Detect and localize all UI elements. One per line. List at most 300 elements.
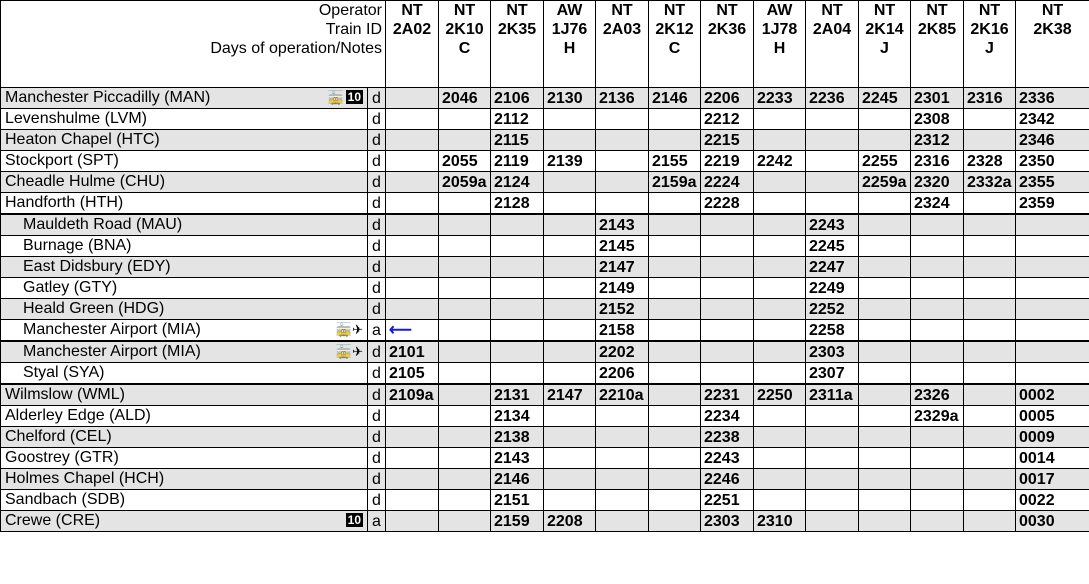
time-cell: 2342 <box>1016 109 1089 130</box>
time-cell <box>754 427 806 448</box>
time-cell <box>544 341 596 363</box>
time-cell <box>1016 214 1089 236</box>
station-name: Heaton Chapel (HTC) <box>5 131 160 148</box>
time-cell <box>1016 363 1089 385</box>
interchange-10-icon: 10 <box>347 90 361 104</box>
station-name: East Didsbury (EDY) <box>23 258 171 275</box>
timetable-row <box>1 490 1089 511</box>
arrive-depart-indicator: d <box>368 278 386 299</box>
time-cell: 2249 <box>806 278 859 299</box>
time-cell <box>859 363 911 385</box>
time-cell <box>964 214 1016 236</box>
time-cell: 2146 <box>491 469 544 490</box>
time-cell: 2159 <box>491 511 544 532</box>
time-cell <box>649 384 701 406</box>
station-cell <box>1 363 368 385</box>
time-cell <box>649 511 701 532</box>
time-cell <box>649 341 701 363</box>
time-cell: 2236 <box>806 88 859 109</box>
train-train-id: 2K38 <box>1033 21 1072 38</box>
station-name: Manchester Piccadilly (MAN) <box>5 89 211 106</box>
time-cell <box>859 406 911 427</box>
time-cell <box>754 236 806 257</box>
time-cell <box>649 236 701 257</box>
time-cell: 2155 <box>649 151 701 172</box>
station-facilities <box>336 320 363 339</box>
arrive-depart-indicator: d <box>368 490 386 511</box>
train-operator: NT <box>716 2 738 19</box>
station-name: Manchester Airport (MIA) <box>23 321 201 338</box>
time-cell: 2259a <box>859 172 911 193</box>
time-cell <box>649 427 701 448</box>
station-cell <box>1 406 368 427</box>
time-cell <box>911 427 964 448</box>
time-cell: 2152 <box>596 299 649 320</box>
timetable-row <box>1 236 1089 257</box>
time-cell: 0030 <box>1016 511 1089 532</box>
time-cell <box>859 193 911 215</box>
station-cell <box>1 214 368 236</box>
timetable-row <box>1 511 1089 532</box>
train-column-header <box>964 1 1016 88</box>
time-cell <box>649 193 701 215</box>
train-operator: NT <box>1041 2 1064 19</box>
time-cell <box>544 109 596 130</box>
station-name: Alderley Edge (ALD) <box>5 407 151 424</box>
time-cell <box>649 299 701 320</box>
time-cell <box>386 448 439 469</box>
train-note <box>599 39 645 58</box>
train-column-header <box>386 1 439 88</box>
days-notes-label: Days of operation/Notes <box>210 40 382 57</box>
time-cell <box>911 469 964 490</box>
time-cell: 2243 <box>806 214 859 236</box>
time-cell <box>649 130 701 151</box>
time-cell: 2147 <box>544 384 596 406</box>
time-cell: 2255 <box>859 151 911 172</box>
time-cell <box>386 299 439 320</box>
time-cell <box>964 130 1016 151</box>
time-cell: 2328 <box>964 151 1016 172</box>
time-cell <box>964 406 1016 427</box>
arrive-depart-indicator: d <box>368 193 386 215</box>
time-cell <box>386 130 439 151</box>
time-cell: 2143 <box>596 214 649 236</box>
timetable-body <box>1 88 1089 532</box>
time-cell: 2055 <box>439 151 491 172</box>
time-cell <box>754 448 806 469</box>
time-cell <box>1016 341 1089 363</box>
time-cell: 2251 <box>701 490 754 511</box>
train-column-header <box>1016 1 1089 88</box>
time-cell <box>701 299 754 320</box>
timetable-row <box>1 299 1089 320</box>
time-cell <box>964 278 1016 299</box>
time-cell <box>386 193 439 215</box>
timetable-row <box>1 384 1089 406</box>
time-cell <box>544 406 596 427</box>
time-cell <box>911 448 964 469</box>
time-cell <box>754 299 806 320</box>
time-cell <box>491 278 544 299</box>
time-cell: 2303 <box>806 341 859 363</box>
time-cell <box>386 88 439 109</box>
arrive-depart-indicator: a <box>368 511 386 532</box>
time-cell <box>544 469 596 490</box>
operator-label: Operator <box>318 2 382 19</box>
time-cell <box>754 257 806 278</box>
timetable-row <box>1 278 1089 299</box>
time-cell: 2332a <box>964 172 1016 193</box>
time-cell <box>544 214 596 236</box>
timetable-row <box>1 341 1089 363</box>
time-cell: 2242 <box>754 151 806 172</box>
time-cell <box>439 257 491 278</box>
time-cell <box>649 448 701 469</box>
time-cell <box>859 341 911 363</box>
station-cell <box>1 278 368 299</box>
time-cell <box>439 363 491 385</box>
time-cell <box>649 320 701 342</box>
time-cell <box>439 109 491 130</box>
time-cell <box>859 214 911 236</box>
airport-plane-icon: ✈ <box>352 344 363 359</box>
train-operator: NT <box>978 2 1001 19</box>
time-cell <box>439 511 491 532</box>
train-column-header <box>911 1 964 88</box>
station-cell <box>1 341 368 363</box>
time-cell <box>754 214 806 236</box>
time-cell <box>491 299 544 320</box>
train-column-header <box>649 1 701 88</box>
train-note <box>914 39 960 58</box>
time-cell: 2320 <box>911 172 964 193</box>
time-cell <box>596 427 649 448</box>
train-note: H <box>563 40 576 57</box>
time-cell <box>859 384 911 406</box>
time-cell <box>544 320 596 342</box>
time-cell: 2115 <box>491 130 544 151</box>
station-cell <box>1 151 368 172</box>
time-cell: 2258 <box>806 320 859 342</box>
station-cell <box>1 193 368 215</box>
time-cell <box>859 448 911 469</box>
train-note: H <box>773 40 786 57</box>
time-cell <box>649 363 701 385</box>
station-cell <box>1 427 368 448</box>
time-cell <box>649 257 701 278</box>
time-cell: 2119 <box>491 151 544 172</box>
time-cell <box>806 130 859 151</box>
train-train-id: 1J78 <box>761 21 798 38</box>
time-cell: 2316 <box>964 88 1016 109</box>
time-cell <box>859 299 911 320</box>
time-cell <box>806 172 859 193</box>
arrive-depart-indicator: d <box>368 299 386 320</box>
station-name: Burnage (BNA) <box>23 237 132 254</box>
time-cell <box>596 130 649 151</box>
train-note: J <box>880 40 889 57</box>
station-cell <box>1 469 368 490</box>
train-train-id: 2K16 <box>970 21 1009 38</box>
time-cell: 2350 <box>1016 151 1089 172</box>
tram-icon: 🚋 <box>335 322 353 337</box>
time-cell <box>1016 278 1089 299</box>
train-operator: NT <box>873 2 896 19</box>
time-cell: 2231 <box>701 384 754 406</box>
tram-icon: 🚋 <box>327 90 344 105</box>
time-cell <box>596 448 649 469</box>
time-cell <box>806 448 859 469</box>
station-cell <box>1 490 368 511</box>
time-cell <box>386 320 439 342</box>
time-cell: 2245 <box>806 236 859 257</box>
train-note: J <box>985 40 994 57</box>
header-row <box>1 1 1089 88</box>
time-cell <box>911 214 964 236</box>
time-cell <box>386 490 439 511</box>
time-cell <box>544 448 596 469</box>
train-train-id: 2K10 <box>445 21 484 38</box>
time-cell <box>964 299 1016 320</box>
time-cell <box>964 109 1016 130</box>
train-train-id: 2A03 <box>602 21 642 38</box>
time-cell: 2206 <box>596 363 649 385</box>
time-cell: 2303 <box>701 511 754 532</box>
timetable-row <box>1 193 1089 215</box>
time-cell <box>386 236 439 257</box>
time-cell <box>596 193 649 215</box>
time-cell <box>649 214 701 236</box>
arrive-depart-indicator: d <box>368 363 386 385</box>
station-cell <box>1 109 368 130</box>
time-cell <box>544 427 596 448</box>
time-cell <box>701 363 754 385</box>
time-cell <box>491 320 544 342</box>
time-cell <box>859 278 911 299</box>
time-cell <box>701 214 754 236</box>
time-cell <box>911 257 964 278</box>
time-cell <box>1016 299 1089 320</box>
train-column-header <box>544 1 596 88</box>
time-cell <box>649 490 701 511</box>
time-cell <box>386 469 439 490</box>
station-cell <box>1 236 368 257</box>
time-cell <box>701 341 754 363</box>
station-name: Levenshulme (LVM) <box>5 110 147 127</box>
time-cell <box>596 109 649 130</box>
station-name: Gatley (GTY) <box>23 279 118 296</box>
time-cell: 2355 <box>1016 172 1089 193</box>
station-name: Crewe (CRE) <box>5 512 101 529</box>
train-operator: NT <box>926 2 948 19</box>
time-cell: 2316 <box>911 151 964 172</box>
station-name: Manchester Airport (MIA) <box>23 343 201 360</box>
timetable-row <box>1 406 1089 427</box>
station-cell <box>1 257 368 278</box>
arrive-depart-indicator: d <box>368 384 386 406</box>
time-cell: 2307 <box>806 363 859 385</box>
station-cell <box>1 448 368 469</box>
time-cell: 2310 <box>754 511 806 532</box>
time-cell <box>386 151 439 172</box>
time-cell <box>544 130 596 151</box>
station-name: Wilmslow (WML) <box>5 386 125 403</box>
time-cell <box>596 406 649 427</box>
time-cell <box>649 469 701 490</box>
time-cell: 2208 <box>544 511 596 532</box>
time-cell: 2224 <box>701 172 754 193</box>
time-cell: 2245 <box>859 88 911 109</box>
time-cell: 0005 <box>1016 406 1089 427</box>
time-cell <box>806 469 859 490</box>
time-cell: 2233 <box>754 88 806 109</box>
time-cell: 2138 <box>491 427 544 448</box>
station-cell <box>1 384 368 406</box>
time-cell <box>754 490 806 511</box>
train-operator: AW <box>556 2 583 19</box>
train-operator: NT <box>506 2 528 19</box>
time-cell: 2329a <box>911 406 964 427</box>
time-cell <box>649 109 701 130</box>
time-cell <box>964 236 1016 257</box>
time-cell: 2346 <box>1016 130 1089 151</box>
time-cell <box>964 363 1016 385</box>
timetable-row <box>1 469 1089 490</box>
time-cell: 2046 <box>439 88 491 109</box>
train-train-id: 2K85 <box>917 21 957 38</box>
arrive-depart-indicator: d <box>368 236 386 257</box>
time-cell: 0014 <box>1016 448 1089 469</box>
train-train-id: 2K35 <box>497 21 537 38</box>
time-cell <box>964 384 1016 406</box>
timetable-row <box>1 130 1089 151</box>
time-cell <box>649 406 701 427</box>
time-cell <box>544 236 596 257</box>
arrive-depart-indicator: d <box>368 406 386 427</box>
time-cell <box>439 130 491 151</box>
station-name: Mauldeth Road (MAU) <box>23 216 183 233</box>
time-cell: 0002 <box>1016 384 1089 406</box>
time-cell <box>491 363 544 385</box>
train-operator: NT <box>453 2 476 19</box>
station-name: Stockport (SPT) <box>5 152 119 169</box>
time-cell: 2359 <box>1016 193 1089 215</box>
train-operator: NT <box>401 2 423 19</box>
timetable-row <box>1 214 1089 236</box>
train-column-header <box>754 1 806 88</box>
time-cell: 2124 <box>491 172 544 193</box>
time-cell: 2131 <box>491 384 544 406</box>
train-column-header <box>596 1 649 88</box>
timetable-row <box>1 172 1089 193</box>
time-cell <box>754 193 806 215</box>
time-cell <box>859 130 911 151</box>
train-train-id: 1J76 <box>551 21 588 38</box>
time-cell <box>964 490 1016 511</box>
time-cell: 2109a <box>386 384 439 406</box>
station-cell <box>1 320 368 342</box>
time-cell <box>596 511 649 532</box>
station-name: Cheadle Hulme (CHU) <box>5 173 166 190</box>
time-cell: 2151 <box>491 490 544 511</box>
time-cell <box>439 320 491 342</box>
train-note <box>809 39 855 58</box>
train-column-header <box>439 1 491 88</box>
timetable-row <box>1 257 1089 278</box>
arrive-depart-indicator: a <box>368 320 386 342</box>
time-cell <box>439 469 491 490</box>
time-cell <box>754 130 806 151</box>
station-name: Heald Green (HDG) <box>23 300 165 317</box>
time-cell <box>1016 320 1089 342</box>
time-cell: 2212 <box>701 109 754 130</box>
train-note <box>494 39 540 58</box>
train-operator: NT <box>663 2 686 19</box>
station-cell <box>1 130 368 151</box>
time-cell <box>754 341 806 363</box>
station-name: Chelford (CEL) <box>5 428 112 445</box>
time-cell <box>596 151 649 172</box>
airport-plane-icon: ✈ <box>352 322 363 337</box>
time-cell <box>911 299 964 320</box>
time-cell <box>859 320 911 342</box>
time-cell <box>911 363 964 385</box>
train-train-id: 2A04 <box>812 21 852 38</box>
time-cell <box>964 257 1016 278</box>
time-cell <box>544 299 596 320</box>
time-cell: 2326 <box>911 384 964 406</box>
time-cell <box>1016 236 1089 257</box>
time-cell <box>544 278 596 299</box>
time-cell <box>386 214 439 236</box>
time-cell <box>859 257 911 278</box>
time-cell: 2234 <box>701 406 754 427</box>
time-cell <box>544 490 596 511</box>
time-cell: 2324 <box>911 193 964 215</box>
time-cell: 2202 <box>596 341 649 363</box>
station-cell <box>1 511 368 532</box>
time-cell: 2134 <box>491 406 544 427</box>
time-cell <box>386 511 439 532</box>
station-name: Sandbach (SDB) <box>5 491 126 508</box>
time-cell <box>491 341 544 363</box>
train-column-header <box>701 1 754 88</box>
time-cell <box>1016 257 1089 278</box>
time-cell <box>544 363 596 385</box>
arrive-depart-indicator: d <box>368 341 386 363</box>
time-cell <box>806 151 859 172</box>
time-cell <box>754 109 806 130</box>
train-note: C <box>668 40 681 57</box>
train-note <box>1019 39 1086 58</box>
arrive-depart-indicator: d <box>368 130 386 151</box>
timetable-row <box>1 363 1089 385</box>
time-cell <box>386 427 439 448</box>
time-cell: 2243 <box>701 448 754 469</box>
time-cell: 2336 <box>1016 88 1089 109</box>
timetable-row <box>1 427 1089 448</box>
time-cell <box>596 490 649 511</box>
time-cell <box>439 299 491 320</box>
time-cell <box>911 511 964 532</box>
time-cell <box>544 172 596 193</box>
station-facilities <box>344 511 363 530</box>
time-cell <box>859 236 911 257</box>
arrive-depart-indicator: d <box>368 427 386 448</box>
time-cell <box>439 406 491 427</box>
station-cell <box>1 88 368 109</box>
